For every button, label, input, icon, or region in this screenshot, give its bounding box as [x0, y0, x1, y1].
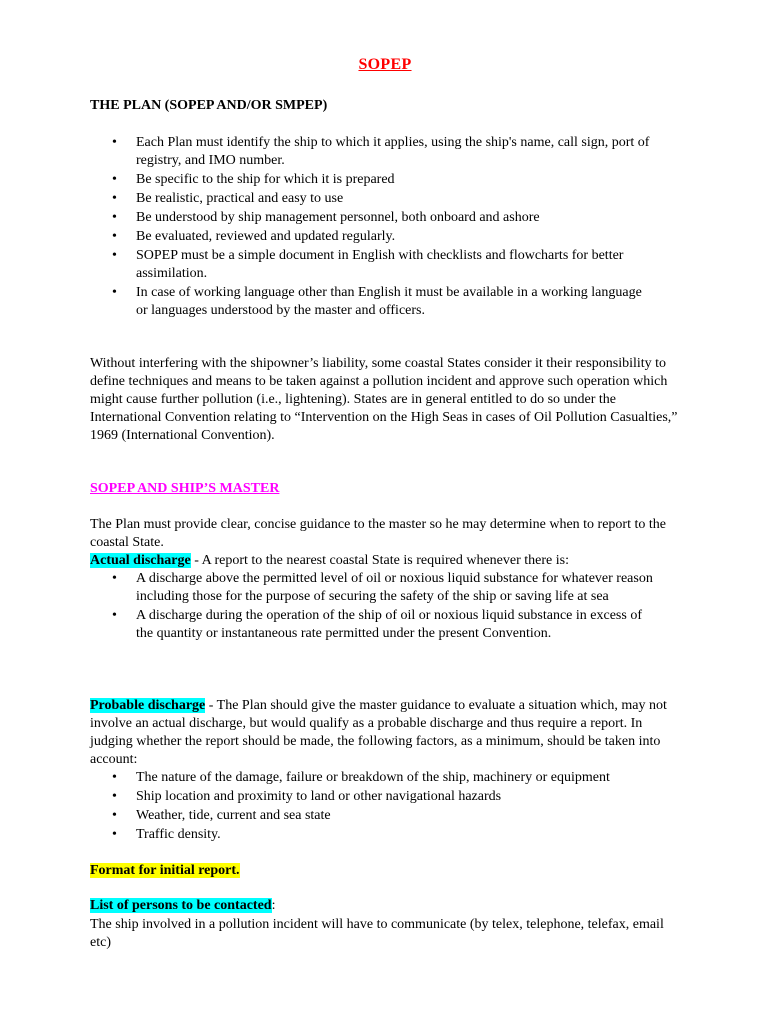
list-item-text: A discharge above the permitted level of oil or noxious liquid substance for whatever reason including those for the purpose of securing the safety of the ship or saving life at sea [136, 571, 653, 604]
format-initial-report-label: Format for initial report. [90, 863, 240, 878]
list-item [90, 134, 680, 170]
actual-discharge-line [90, 552, 680, 570]
list-item-text: Weather, tide, current and sea state [136, 808, 331, 823]
coastal-states-paragraph: Without interfering with the shipowner’s liability, some coastal States consider it their responsibility to define techniques and means to be taken against a pollution incident and approve such operation which might cause further pollution (i.e., lightening). States are in general entitled to do so under the International Convention relating to “Intervention on the High Seas in cases of Oil Pollution Casualties,” 1969 (International Convention). [90, 356, 678, 443]
list-item [90, 570, 680, 606]
actual-discharge-label: Actual discharge [90, 553, 191, 568]
list-item [90, 607, 680, 643]
persons-contacted-text: The ship involved in a pollution incident will have to communicate (by telex, telephone, telefax, email etc) [90, 917, 664, 950]
list-item-text: The nature of the damage, failure or breakdown of the ship, machinery or equipment [136, 770, 610, 785]
list-item-text: Each Plan must identify the ship to which it applies, using the ship's name, call sign, port of registry, and IMO number. [136, 135, 650, 168]
list-item [90, 228, 680, 246]
list-item-text: Be evaluated, reviewed and updated regularly. [136, 229, 396, 244]
list-item-text: In case of working language other than English it must be available in a working language [136, 285, 642, 300]
list-item-continuation: or languages understood by the master and officers. [136, 303, 425, 318]
list-item [90, 769, 680, 787]
probable-factors-list [90, 769, 680, 845]
probable-discharge-label: Probable discharge [90, 698, 206, 713]
list-item [90, 247, 680, 283]
list-item [90, 284, 680, 320]
list-item [90, 190, 680, 208]
list-item [90, 807, 680, 825]
list-item [90, 171, 680, 189]
list-item [90, 209, 680, 227]
guidance-paragraph: The Plan must provide clear, concise guidance to the master so he may determine when to report to the coastal State. [90, 517, 666, 550]
list-item-text: A discharge during the operation of the ship of oil or noxious liquid substance in excess of [136, 608, 642, 623]
list-item [90, 788, 680, 806]
list-item-text: SOPEP must be a simple document in English with checklists and flowcharts for better assimilation. [136, 248, 624, 281]
actual-discharge-text: - A report to the nearest coastal State is required whenever there is: [190, 553, 569, 568]
list-item-continuation: the quantity or instantaneous rate permitted under the present Convention. [136, 626, 552, 641]
list-item-text: Be realistic, practical and easy to use [136, 191, 344, 206]
actual-discharge-list [90, 570, 680, 644]
list-item-text: Be specific to the ship for which it is prepared [136, 172, 395, 187]
plan-bullet-list [90, 134, 680, 321]
probable-discharge-paragraph [90, 697, 680, 769]
list-item-text: Be understood by ship management personnel, both onboard and ashore [136, 210, 540, 225]
section-heading-sopep-master: SOPEP AND SHIP’S MASTER [90, 481, 280, 496]
probable-discharge-text: - The Plan should give the master guidance to evaluate a situation which, may not involve an actual discharge, but would qualify as a probable discharge and thus require a report. In judging whether the report should be made, the following factors, as a minimum, should be taken into account: [90, 698, 667, 767]
format-initial-report-heading [90, 862, 680, 880]
document-title: SOPEP [358, 56, 412, 73]
persons-contacted-suffix: : [271, 898, 276, 913]
list-item-text: Ship location and proximity to land or other navigational hazards [136, 789, 502, 804]
persons-contacted-heading [90, 897, 680, 915]
list-item [90, 826, 680, 844]
list-item-text: Traffic density. [136, 827, 221, 842]
plan-heading: THE PLAN (SOPEP AND/OR SMPEP) [90, 98, 328, 113]
persons-contacted-label: List of persons to be contacted [90, 898, 272, 913]
